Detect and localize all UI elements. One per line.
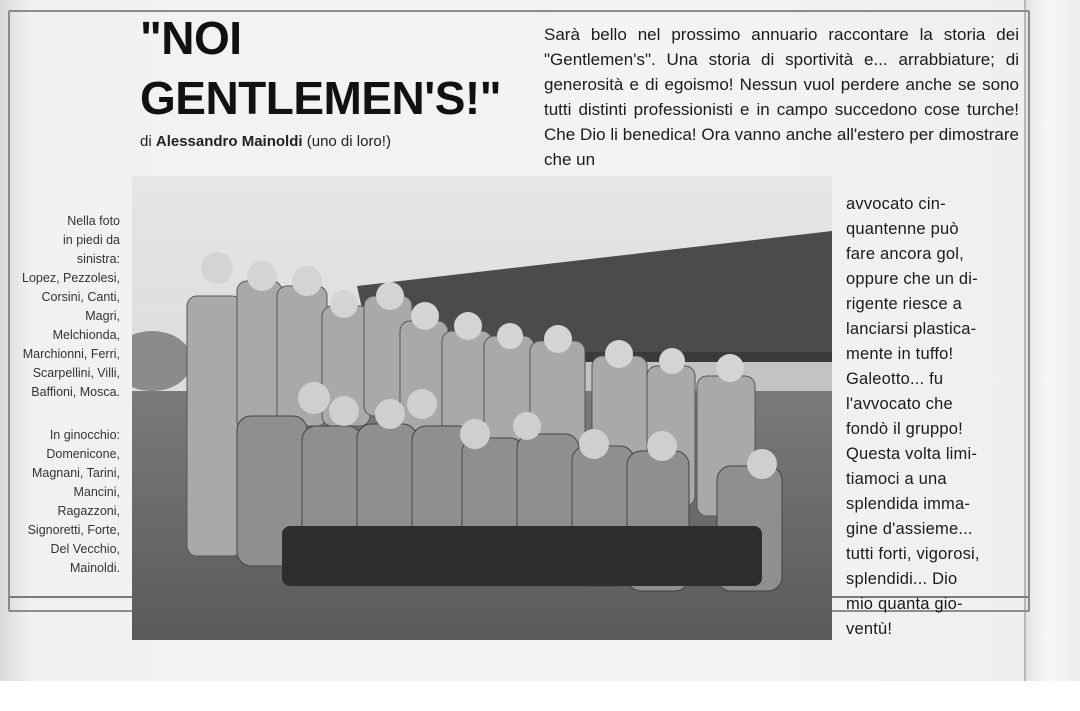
screen-bottom-bar <box>0 681 1080 711</box>
team-photo-image <box>132 176 832 640</box>
article-byline <box>140 133 391 150</box>
article-headline: "NOI GENTLEMEN'S!" <box>140 12 502 124</box>
byline-note: (uno di loro!) <box>306 133 391 150</box>
photo-caption-standing: Nella foto in piedi da sinistra: Lopez, Pezzolesi, Corsini, Canti, Magri, Melchionda, Marchionni, Ferri, Scarpellini, Villi, Baffioni, Mosca. <box>22 214 120 399</box>
byline-prefix: di <box>140 133 152 150</box>
team-photo <box>132 176 832 640</box>
page-gutter <box>1024 0 1080 711</box>
byline-author: Alessandro Mainoldi <box>155 133 303 150</box>
article-lead-text: Sarà bello nel prossimo annuario raccontare la storia dei "Gentlemen's". Una storia di sportività e... arrabbiature; di generosità e di egoismo! Nessun vuol perdere anche se sono tutti distinti professionisti e in campo succedono cose turche! Che Dio li benedica! Ora vanno anche all'estero per dimostrare che un <box>544 25 1019 169</box>
photo-caption-kneeling: In ginocchio: Domenicone, Magnani, Tarini, Mancini, Ragazzoni, Signoretti, Forte, Del Vecchio, Mainoldi. <box>27 428 120 575</box>
article-column-text: avvocato cin- quantenne può fare ancora gol, oppure che un di- rigente riesce a lanciarsi plastica- mente in tuffo! Galeotto... fu l'avvocato che fondò il gruppo! Questa volta limi- tiamoci a una splendida imma- gine d'assieme... tutti forti, vigorosi, splendidi... Dio mio quanta gio- ventù! <box>846 195 980 638</box>
